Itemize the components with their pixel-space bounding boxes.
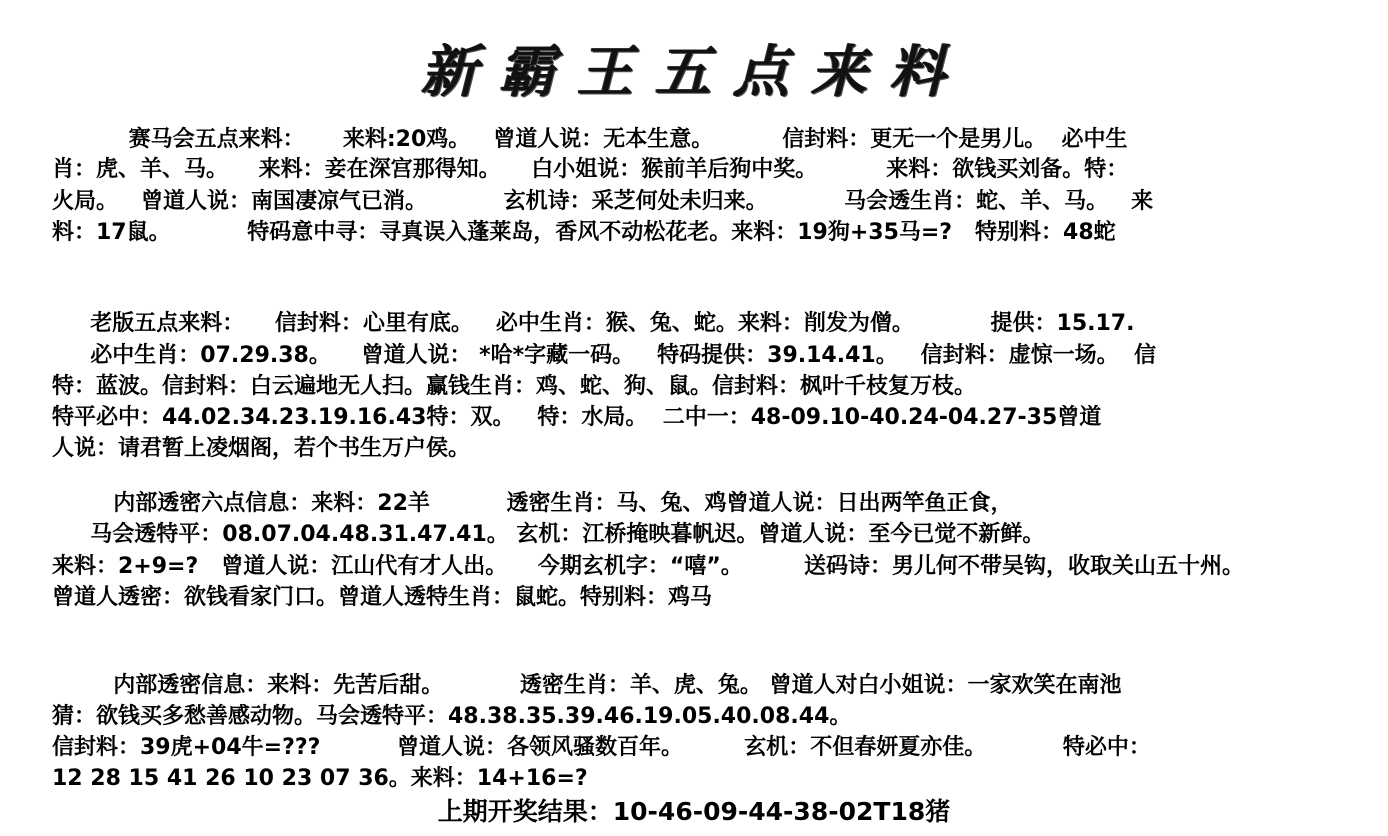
text-line: 特：蓝波。信封料：白云遍地无人扫。赢钱生肖：鸡、蛇、狗、鼠。信封料：枫叶千枝复万枝。 <box>52 374 977 399</box>
text-line: 马会透特平：08.07.04.48.31.47.41。 玄机：江桥掩映暮帆迟。曾道人说：至今已觉不新鲜。 <box>52 522 1045 547</box>
page-title: 新霸王五点来料 <box>421 39 967 105</box>
text-line: 人说：请君暂上凌烟阁，若个书生万户侯。 <box>52 436 471 461</box>
text-line: 必中生肖：07.29.38。 曾道人说： *哈*字藏一码。 特码提供：39.14.41。 信封料：虚惊一场。 信 <box>52 343 1156 368</box>
text-line: 老版五点来料： 信封料：心里有底。 必中生肖：猴、兔、蛇。来料：削发为僧。 提供：15.17. <box>52 311 1135 336</box>
text-line: 内部透密信息：来料：先苦后甜。 透密生肖：羊、虎、兔。 曾道人对白小姐说：一家欢笑在南池 <box>52 673 1122 698</box>
text-line: 12 28 15 41 26 10 23 07 36。来料：14+16=? <box>52 766 588 791</box>
text-line: 火局。 曾道人说：南国凄凉气已消。 玄机诗：采芝何处未归来。 马会透生肖：蛇、羊、马。 来 <box>52 189 1154 214</box>
text-line: 内部透密六点信息：来料：22羊 透密生肖：马、兔、鸡曾道人说：日出两竿鱼正食， <box>52 491 1013 516</box>
text-line: 信封料：39虎+04牛=??? 曾道人说：各领风骚数百年。 玄机：不但春妍夏亦佳。 特必中： <box>52 735 1151 760</box>
text-line: 肖：虎、羊、马。 来料：妾在深宫那得知。 白小姐说：猴前羊后狗中奖。 来料：欲钱买刘备。特： <box>52 157 1129 182</box>
text-line: 猜：欲钱买多愁善感动物。马会透特平：48.38.35.39.46.19.05.40.08.44。 <box>52 704 852 729</box>
text-line: 来料：2+9=? 曾道人说：江山代有才人出。 今期玄机字：“嘻”。 送码诗：男儿何不带吴钩，收取关山五十州。 <box>52 554 1245 579</box>
text-line: 曾道人透密：欲钱看家门口。曾道人透特生肖：鼠蛇。特别料：鸡马 <box>52 585 713 610</box>
text-line: 料：17鼠。 特码意中寻：寻真误入蓬莱岛，香风不动松花老。来料：19狗+35马=? 特别料：48蛇 <box>52 220 1116 245</box>
last-draw-result: 上期开奖结果：10-46-09-44-38-02T18猪 <box>437 797 951 826</box>
text-line: 赛马会五点来料： 来料:20鸡。 曾道人说：无本生意。 信封料：更无一个是男儿。 必中生 <box>52 127 1128 152</box>
text-line: 特平必中：44.02.34.23.19.16.43特：双。 特：水局。 二中一：48-09.10-40.24-04.27-35曾道 <box>52 405 1102 430</box>
